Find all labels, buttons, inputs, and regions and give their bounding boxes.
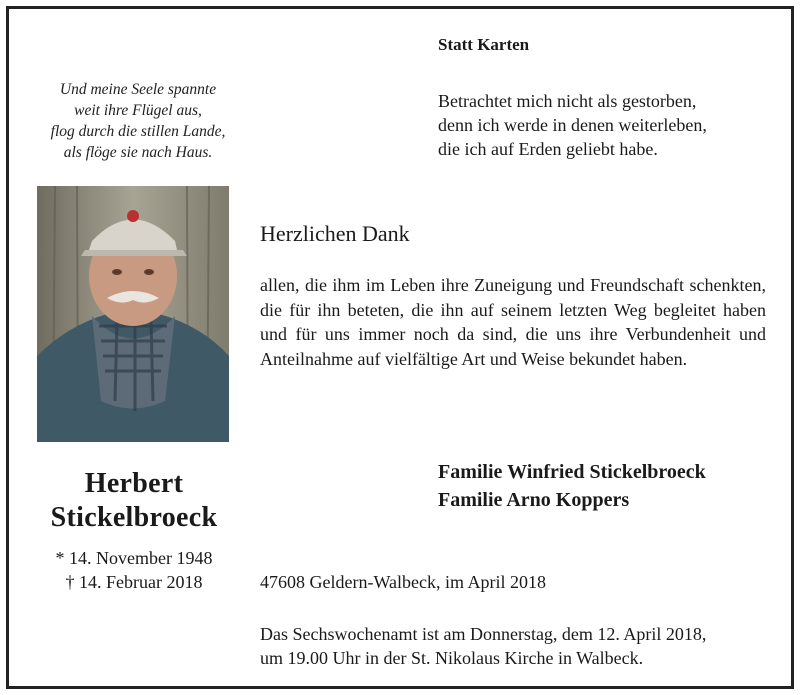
death-symbol: †	[65, 572, 75, 592]
life-dates	[29, 546, 239, 594]
motto-line: flog durch die stillen Lande,	[50, 123, 226, 140]
motto-line: weit ihre Flügel aus,	[74, 102, 202, 119]
death-row	[29, 570, 239, 594]
death-date: 14. Februar 2018	[79, 572, 203, 592]
thanks-body: allen, die ihm im Leben ihre Zuneigung und Freundschaft schenkten, die für ihn beteten, die ihn auf seinem letzten Weg begleitet haben und für uns immer noch da sind, die uns ihre Verbundenheit und Anteilnahme auf vielfältige Art und Weise bekundet haben.	[260, 275, 766, 369]
deceased-name	[19, 467, 249, 535]
portrait-photo	[37, 186, 229, 442]
portrait-illustration	[37, 186, 229, 442]
birth-date: 14. November 1948	[69, 548, 213, 568]
notice-line: um 19.00 Uhr in der St. Nikolaus Kirche in Walbeck.	[260, 648, 644, 668]
family-line: Familie Winfried Stickelbroeck	[438, 461, 706, 483]
verse-line: denn ich werde in denen weiterleben,	[438, 115, 707, 135]
obituary-card	[6, 6, 794, 689]
statt-karten-heading: Statt Karten	[438, 35, 530, 54]
birth-row	[29, 546, 239, 570]
verse-line: die ich auf Erden geliebt habe.	[438, 139, 658, 159]
motto-line: Und meine Seele spannte	[59, 81, 217, 98]
first-name: Herbert	[84, 468, 184, 499]
motto-poem	[33, 79, 243, 163]
birth-symbol: *	[55, 548, 65, 568]
family-signature	[438, 458, 706, 514]
last-name: Stickelbroeck	[50, 502, 218, 533]
memorial-verse	[438, 89, 707, 161]
notice-line: Das Sechswochenamt ist am Donnerstag, dem 12. April 2018,	[260, 624, 707, 644]
motto-line: als flöge sie nach Haus.	[63, 144, 213, 161]
service-notice	[260, 622, 706, 670]
thanks-title: Herzlichen Dank	[260, 221, 410, 246]
verse-line: Betrachtet mich nicht als gestorben,	[438, 91, 697, 111]
family-line: Familie Arno Koppers	[438, 489, 630, 511]
place-date: 47608 Geldern-Walbeck, im April 2018	[260, 572, 546, 592]
